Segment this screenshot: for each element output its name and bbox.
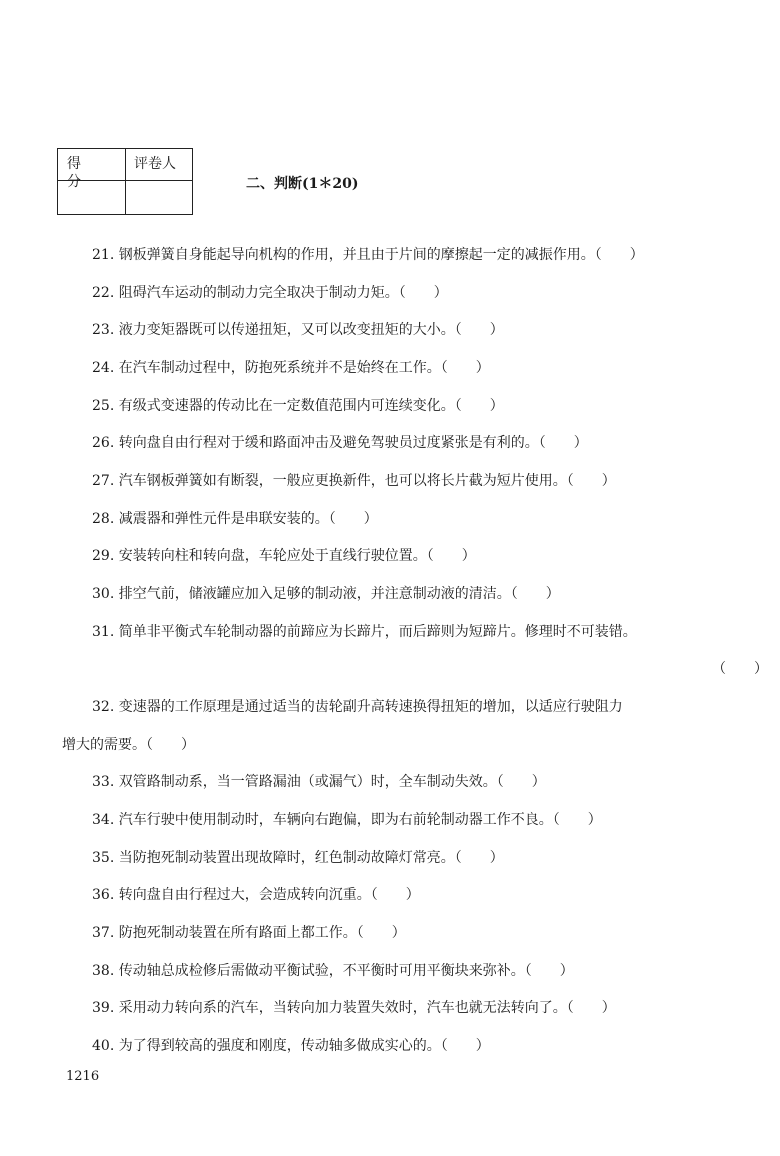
question-24: 24. 在汽车制动过程中，防抱死系统并不是始终在工作。（ ）	[92, 360, 490, 376]
question-22: 22. 阻碍汽车运动的制动力完全取决于制动力矩。（ ）	[92, 285, 448, 301]
question-30: 30. 排空气前，储液罐应加入足够的制动液，并注意制动液的清洁。（ ）	[92, 586, 560, 602]
score-table-divider-vertical	[125, 149, 126, 214]
page-number: 1216	[66, 1069, 100, 1084]
question-23: 23. 液力变矩器既可以传递扭矩，又可以改变扭矩的大小。（ ）	[92, 322, 504, 338]
question-38: 38. 传动轴总成检修后需做动平衡试验，不平衡时可用平衡块来弥补。（ ）	[92, 963, 574, 979]
question-37: 37. 防抱死制动装置在所有路面上都工作。（ ）	[92, 925, 406, 941]
question-36: 36. 转向盘自由行程过大，会造成转向沉重。（ ）	[92, 887, 420, 903]
question-28: 28. 减震器和弹性元件是串联安装的。（ ）	[92, 511, 378, 527]
question-40: 40. 为了得到较高的强度和刚度，传动轴多做成实心的。（ ）	[92, 1038, 490, 1054]
question-39: 39. 采用动力转向系的汽车，当转向加力装置失效时，汽车也就无法转向了。（ ）	[92, 1000, 616, 1016]
question-27: 27. 汽车钢板弹簧如有断裂，一般应更换新件，也可以将长片截为短片使用。（ ）	[92, 473, 616, 489]
question-34: 34. 汽车行驶中使用制动时，车辆向右跑偏，即为右前轮制动器工作不良。（ ）	[92, 812, 602, 828]
question-35: 35. 当防抱死制动装置出现故障时，红色制动故障灯常亮。（ ）	[92, 850, 504, 866]
question-31: 31. 简单非平衡式车轮制动器的前蹄应为长蹄片，而后蹄则为短蹄片。修理时不可装错。	[92, 624, 637, 640]
question-32-continuation: 增大的需要。（ ）	[62, 737, 195, 753]
question-29: 29. 安装转向柱和转向盘，车轮应处于直线行驶位置。（ ）	[92, 548, 476, 564]
question-26: 26. 转向盘自由行程对于缓和路面冲击及避免驾驶员过度紧张是有利的。（ ）	[92, 435, 588, 451]
question-25: 25. 有级式变速器的传动比在一定数值范围内可连续变化。（ ）	[92, 398, 504, 414]
question-33: 33. 双管路制动系，当一管路漏油（或漏气）时，全车制动失效。（ ）	[92, 774, 546, 790]
section-title: 二、判断(1＊20)	[246, 176, 359, 192]
score-label: 得分	[67, 156, 93, 190]
question-31-answer-brackets: （ ）	[712, 661, 768, 677]
question-32: 32. 变速器的工作原理是通过适当的齿轮副升高转速换得扭矩的增加，以适应行驶阻力	[92, 699, 623, 715]
question-21: 21. 钢板弹簧自身能起导向机构的作用，并且由于片间的摩擦起一定的减振作用。（ ）	[92, 247, 644, 263]
score-table	[57, 148, 193, 215]
grader-label: 评卷人	[134, 156, 176, 172]
